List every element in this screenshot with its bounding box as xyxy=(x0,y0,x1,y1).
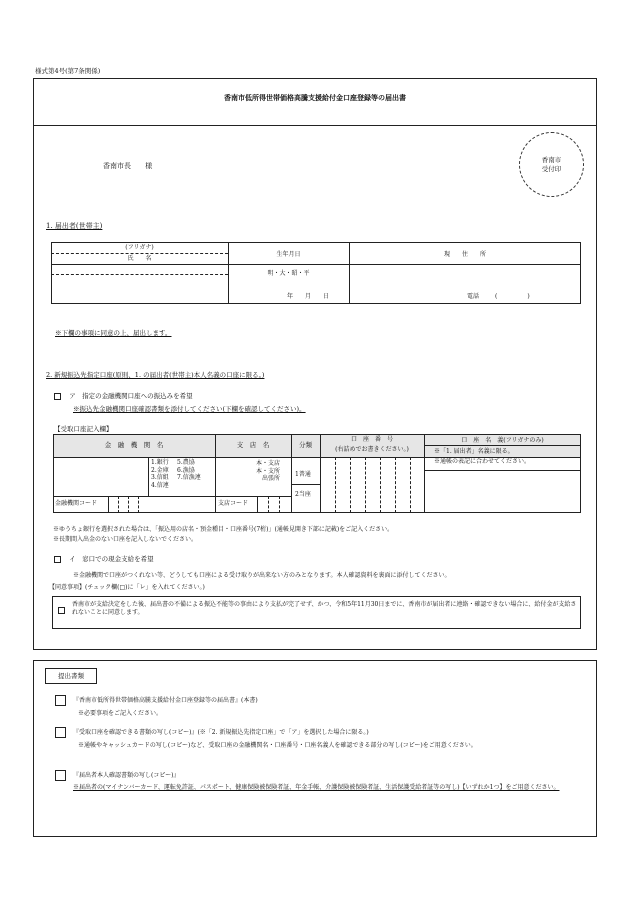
col-bank-label: 金 融 機 関 名 xyxy=(104,441,164,449)
bank-code-box-3 xyxy=(128,496,129,513)
acct-digit-3 xyxy=(365,457,366,513)
addressee-name: 香南市長 xyxy=(103,162,131,170)
doc1-title: 『香南市低所得世帯価格高騰支援給付金口座登録等の届出書』(本書) xyxy=(73,697,258,704)
branch-types xyxy=(256,460,280,483)
bank-type-5: 5.農協 xyxy=(177,459,195,466)
bank-code-row-divider xyxy=(53,496,291,497)
branch-code-box-1 xyxy=(257,496,258,513)
phone-parens: ( ) xyxy=(495,293,530,300)
bank-code-box-2 xyxy=(118,496,119,513)
branch-code-box-3 xyxy=(279,496,280,513)
option-b xyxy=(54,555,154,563)
doc3-checkbox[interactable] xyxy=(55,770,66,781)
acct-digit-2 xyxy=(350,457,351,513)
name-label: 氏 名 xyxy=(127,255,152,262)
doc2-title: 『受取口座を確認できる書類の写し(コピー)』(※「2. 新規振込先指定口座」で「ア」を選択した場合に限る。) xyxy=(73,729,369,736)
col-number-label: 口 座 番 号 xyxy=(350,436,393,443)
doc1-checkbox[interactable] xyxy=(55,695,66,706)
branch-type-3: 出張所 xyxy=(262,475,281,482)
bank-type-4: 4.信連 xyxy=(151,481,169,489)
bank-code-label: 金融機関コード xyxy=(55,500,98,507)
bank-type-1: 1.銀行 xyxy=(151,459,169,466)
addressee xyxy=(103,162,152,171)
account-type-1: 1普通 xyxy=(295,471,311,478)
option-a-note: ※振込先金融機関口座確認書類を添付してください(下欄を確認してください)。 xyxy=(73,405,306,413)
doc1-note: ※必要事項をご記入ください。 xyxy=(78,710,163,717)
doc3-title: 『届出者本人確認書類の写し(コピー)』 xyxy=(73,772,180,779)
addressee-suffix: 様 xyxy=(145,162,153,170)
documents-heading: 提出書類 xyxy=(45,668,97,684)
col-holder-label: 口 座 名 義(フリガナのみ) xyxy=(461,437,544,444)
consent-checkbox[interactable] xyxy=(58,607,65,614)
bank-types-col1 xyxy=(151,459,169,489)
furigana-divider xyxy=(51,253,228,254)
furigana-entry-divider xyxy=(51,274,228,275)
agree-note: ※下欄の事項に同意の上、届出します。 xyxy=(55,329,172,337)
col-branch-label: 支 店 名 xyxy=(236,441,270,449)
option-a-label: ア 指定の金融機関口座への振込みを希望 xyxy=(69,392,193,400)
option-a xyxy=(54,392,193,400)
bank-types-col2 xyxy=(177,459,201,482)
bank-type-2: 2.金庫 xyxy=(151,466,169,474)
branch-code-box-2 xyxy=(268,496,269,513)
address-label: 現 住 所 xyxy=(443,251,486,258)
doc2-checkbox[interactable] xyxy=(55,727,66,738)
option-b-label: イ 窓口での現金支給を希望 xyxy=(69,555,154,563)
holder-note-1: ※「1. 届出者」名義に限る。 xyxy=(434,448,514,455)
col-type-label: 分類 xyxy=(299,441,312,449)
option-b-checkbox[interactable] xyxy=(54,556,61,563)
holder-header-divider xyxy=(424,445,581,446)
section2-heading: 2. 新規振込先指定口座(原則、1. の届出者(世帯主)本人名義の口座に限る。) xyxy=(46,371,265,379)
consent-title: 【同意事項】(チェック欄(□)に「レ」を入れてください。) xyxy=(49,584,205,591)
acct-digit-4 xyxy=(380,457,381,513)
section1-heading: 1. 届出者(世帯主) xyxy=(46,222,103,230)
stamp-line-2: 受付印 xyxy=(541,164,562,173)
reception-stamp-area xyxy=(519,132,584,197)
account-type-2: 2当座 xyxy=(295,491,311,498)
dormant-note: ※長期間入出金のない口座を記入しないでください。 xyxy=(53,536,198,543)
consent-text: 香南市が支給決定をした後、届出書の不備による振込不能等の事由により支払が完了せず、かつ、令和5年11月30日までに、香南市が届出者に連絡・確認できない場合に、給付金が支給されないことに同意します。 xyxy=(72,601,577,616)
title-divider xyxy=(33,125,597,126)
doc3-note: ※届出者の(マイナンバーカード、運転免許証、パスポート、健康保険被保険者証、年金手帳、介護保険被保険者証、生活保護受給者証等の写し)【いずれか1つ】をご用意ください。 xyxy=(73,784,560,791)
bank-type-7: 7.信漁連 xyxy=(177,474,201,481)
acct-digit-5 xyxy=(395,457,396,513)
form-title: 香南市低所得世帯価格高騰支援給付金口座登録等の届出書 xyxy=(224,93,406,102)
yucho-note: ※ゆうちょ銀行を選択された場合は、「振込用の店名・預金種目・口座番号(7桁)」(通帳見開き下部に記載)をご記入ください。 xyxy=(53,526,394,533)
dob-label: 生年月日 xyxy=(276,251,301,258)
branch-type-2: 本・支所 xyxy=(256,467,281,475)
account-table-title: 【受取口座記入欄】 xyxy=(54,425,113,433)
era-options: 明・大・昭・平 xyxy=(267,270,310,277)
holder-note-divider xyxy=(424,470,581,471)
col-number-sublabel: (右詰めでお書きください。) xyxy=(335,446,409,453)
dob-date: 年 月 日 xyxy=(287,293,330,300)
option-a-checkbox[interactable] xyxy=(54,393,61,400)
option-b-note: ※金融機関で口座がつくれない等、どうしても口座による受け取りが出来ない方のみとなります。本人確認資料を裏面に添付してください。 xyxy=(73,572,451,579)
acct-digit-6 xyxy=(410,457,411,513)
branch-code-label: 支店コード xyxy=(218,500,249,507)
bank-type-divider xyxy=(148,457,149,496)
applicant-header-divider xyxy=(51,264,581,265)
phone-label: 電話 xyxy=(467,293,480,300)
acct-digit-1 xyxy=(335,457,336,513)
form-number: 様式第4号(第7条関係) xyxy=(35,67,101,75)
type-mid-divider xyxy=(291,484,320,485)
doc2-note: ※通帳やキャッシュカードの写し(コピー)など、受取口座の金融機関名・口座番号・口座名義人を確認できる部分の写し(コピー)をご用意ください。 xyxy=(78,742,477,749)
bank-type-3: 3.信組 xyxy=(151,474,169,481)
holder-note-2: ※通帳の表記に合わせてください。 xyxy=(434,458,531,465)
stamp-line-1: 香南市 xyxy=(541,156,562,165)
bank-code-box-1 xyxy=(108,496,109,513)
bank-code-box-4 xyxy=(138,496,139,513)
branch-type-1: 本・支店 xyxy=(256,460,281,467)
bank-type-6: 6.漁協 xyxy=(177,466,195,474)
furigana-label: (フリガナ) xyxy=(125,244,154,251)
